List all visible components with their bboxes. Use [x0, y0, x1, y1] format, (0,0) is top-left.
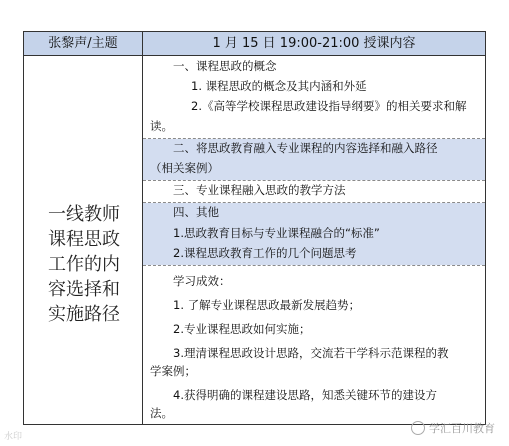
outcome-1: 1. 了解专业课程思政最新发展趋势；: [173, 298, 361, 312]
section-4-title: 四、其他: [143, 203, 485, 224]
section-4-item-1: 1.思政教育目标与专业课程融合的“标准”: [143, 224, 485, 244]
watermark: [411, 420, 495, 436]
header-session-time: 1 月 15 日 19:00-21:00 授课内容: [143, 32, 485, 55]
section-2-title-cont: （相关案例）: [143, 159, 485, 180]
topic-line: 工作的内: [48, 254, 120, 275]
topic-cell: [24, 56, 143, 424]
section-3-title: 三、专业课程融入思政的教学方法: [173, 183, 346, 197]
watermark-logo-icon: [411, 421, 425, 435]
outcomes-title: 学习成效：: [173, 274, 231, 288]
header-lecturer-topic: 张黎声/主题: [24, 32, 143, 55]
outcome-3: 3.理清课程思政设计思路，交流若干学科示范课程的教: [173, 346, 449, 360]
divider: [143, 265, 485, 266]
outcome-2: 2.专业课程思政如何实施；: [173, 322, 311, 336]
section-4-item-2: 2.课程思政教育工作的几个问题思考: [143, 244, 485, 265]
outcome-4: 4.获得明确的课程建设思路，知悉关键环节的建设方: [173, 388, 437, 402]
section-1-item-2-cont: 读。: [150, 119, 173, 133]
table-header-row: [24, 32, 485, 56]
schedule-table: [23, 31, 486, 425]
topic-title: [36, 202, 132, 327]
topic-line: 容选择和: [48, 279, 120, 300]
section-1-item-1: 1. 课程思政的概念及其内涵和外延: [191, 79, 367, 93]
outcome-4-cont: 法。: [150, 406, 173, 420]
section-1-item-2: 2.《高等学校课程思政建设指导纲要》的相关要求和解: [191, 99, 467, 113]
topic-line: 课程思政: [48, 229, 120, 250]
watermark-text: 学汇百川教育: [429, 422, 495, 435]
content-cell: [143, 56, 485, 424]
topic-line: 实施路径: [48, 304, 120, 325]
watermark-corner: 水印: [4, 432, 23, 442]
topic-line: 一线教师: [48, 204, 120, 225]
section-2-title: 二、将思政教育融入专业课程的内容选择和融入路径: [143, 139, 485, 159]
section-1-title: 一、课程思政的概念: [173, 59, 277, 73]
outcome-3-cont: 学案例；: [150, 364, 196, 378]
